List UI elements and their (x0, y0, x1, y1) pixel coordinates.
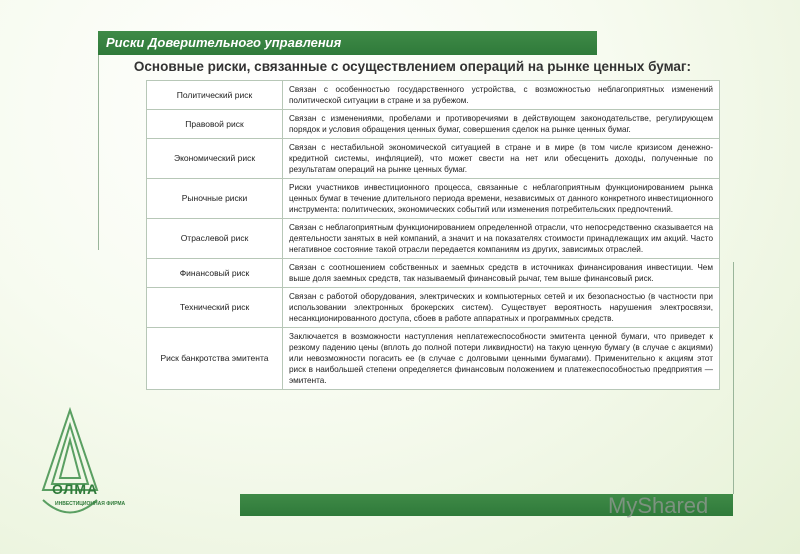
table-row (147, 328, 720, 390)
risk-name: Финансовый риск (147, 259, 283, 288)
risk-description: Заключается в возможности наступления неплатежеспособности эмитента ценной бумаги, что приведет к резкому падению цены (вплоть до полной потери ликвидности) на такую ценную бумагу (в случае с акциями) или невозможности погасить ее (в случае с долговыми ценными бумагами). Применительно к акциям этот риск в наибольшей степени определяется финансовым положением и платежеспособностью предприятия — эмитента. (283, 328, 720, 390)
risk-description: Связан с соотношением собственных и заемных средств в источниках финансирования инвестиции. Чем выше доля заемных средств, так называемый финансовый рычаг, тем выше финансовый риск. (283, 259, 720, 288)
risk-table (146, 80, 720, 390)
risk-name: Рыночные риски (147, 179, 283, 219)
table-row (147, 179, 720, 219)
risk-name: Политический риск (147, 81, 283, 110)
risk-description: Связан с особенностью государственного устройства, с возможностью неблагоприятных изменений политической ситуации в стране и за рубежом. (283, 81, 720, 110)
logo-name: ОЛМА (52, 481, 99, 497)
risk-description: Связан с работой оборудования, электрических и компьютерных сетей и их безопасностью (в частности при использовании электронных брокерских систем). Существует вероятность нарушения электросвязи, несанкционированного доступа, сбоев в работе аппаратных и программных средств. (283, 288, 720, 328)
risk-name: Технический риск (147, 288, 283, 328)
table-row (147, 288, 720, 328)
risk-description: Связан с нестабильной экономической ситуацией в стране и в мире (в том числе кризисом денежно-кредитной системы, инфляцией), что может свести на нет или обесценить доходы, полученные по результатам операций на рынке ценных бумаг. (283, 139, 720, 179)
table-row (147, 110, 720, 139)
risk-description: Связан с неблагоприятным функционированием определенной отрасли, что непосредственно сказывается на деятельности занятых в ней компаний, а значит и на показателях стоимости принадлежащих им акций. Часто негативное состояние такой отрасли передается компаниям из других, зависимых отраслей. (283, 219, 720, 259)
table-row (147, 139, 720, 179)
risk-name: Экономический риск (147, 139, 283, 179)
slide-subtitle: Основные риски, связанные с осуществлением операций на рынке ценных бумаг: (133, 59, 692, 74)
watermark: MyShared (608, 493, 709, 518)
right-divider (733, 262, 734, 494)
table-row (147, 219, 720, 259)
risk-description: Связан с изменениями, пробелами и противоречиями в действующем законодательстве, регулирующем порядок и условия обращения ценных бумаг, совершения сделок на рынке ценных бумаг. (283, 110, 720, 139)
table-row (147, 259, 720, 288)
olma-logo-icon (38, 400, 138, 530)
page-title: Риски Доверительного управления (106, 35, 342, 50)
logo-tagline: ИНВЕСТИЦИОННАЯ ФИРМА (55, 501, 126, 507)
left-divider (98, 55, 99, 250)
risk-description: Риски участников инвестиционного процесса, связанные с неблагоприятным функционированием рынка ценных бумаг в течение длительного периода времени, независимых от данного конкретного инвестиционного инструмента: политических, экономических событий или изменения потребительских предпочтений. (283, 179, 720, 219)
risk-name: Правовой риск (147, 110, 283, 139)
risk-name: Риск банкротства эмитента (147, 328, 283, 390)
table-row (147, 81, 720, 110)
risk-name: Отраслевой риск (147, 219, 283, 259)
title-bar (98, 31, 597, 55)
